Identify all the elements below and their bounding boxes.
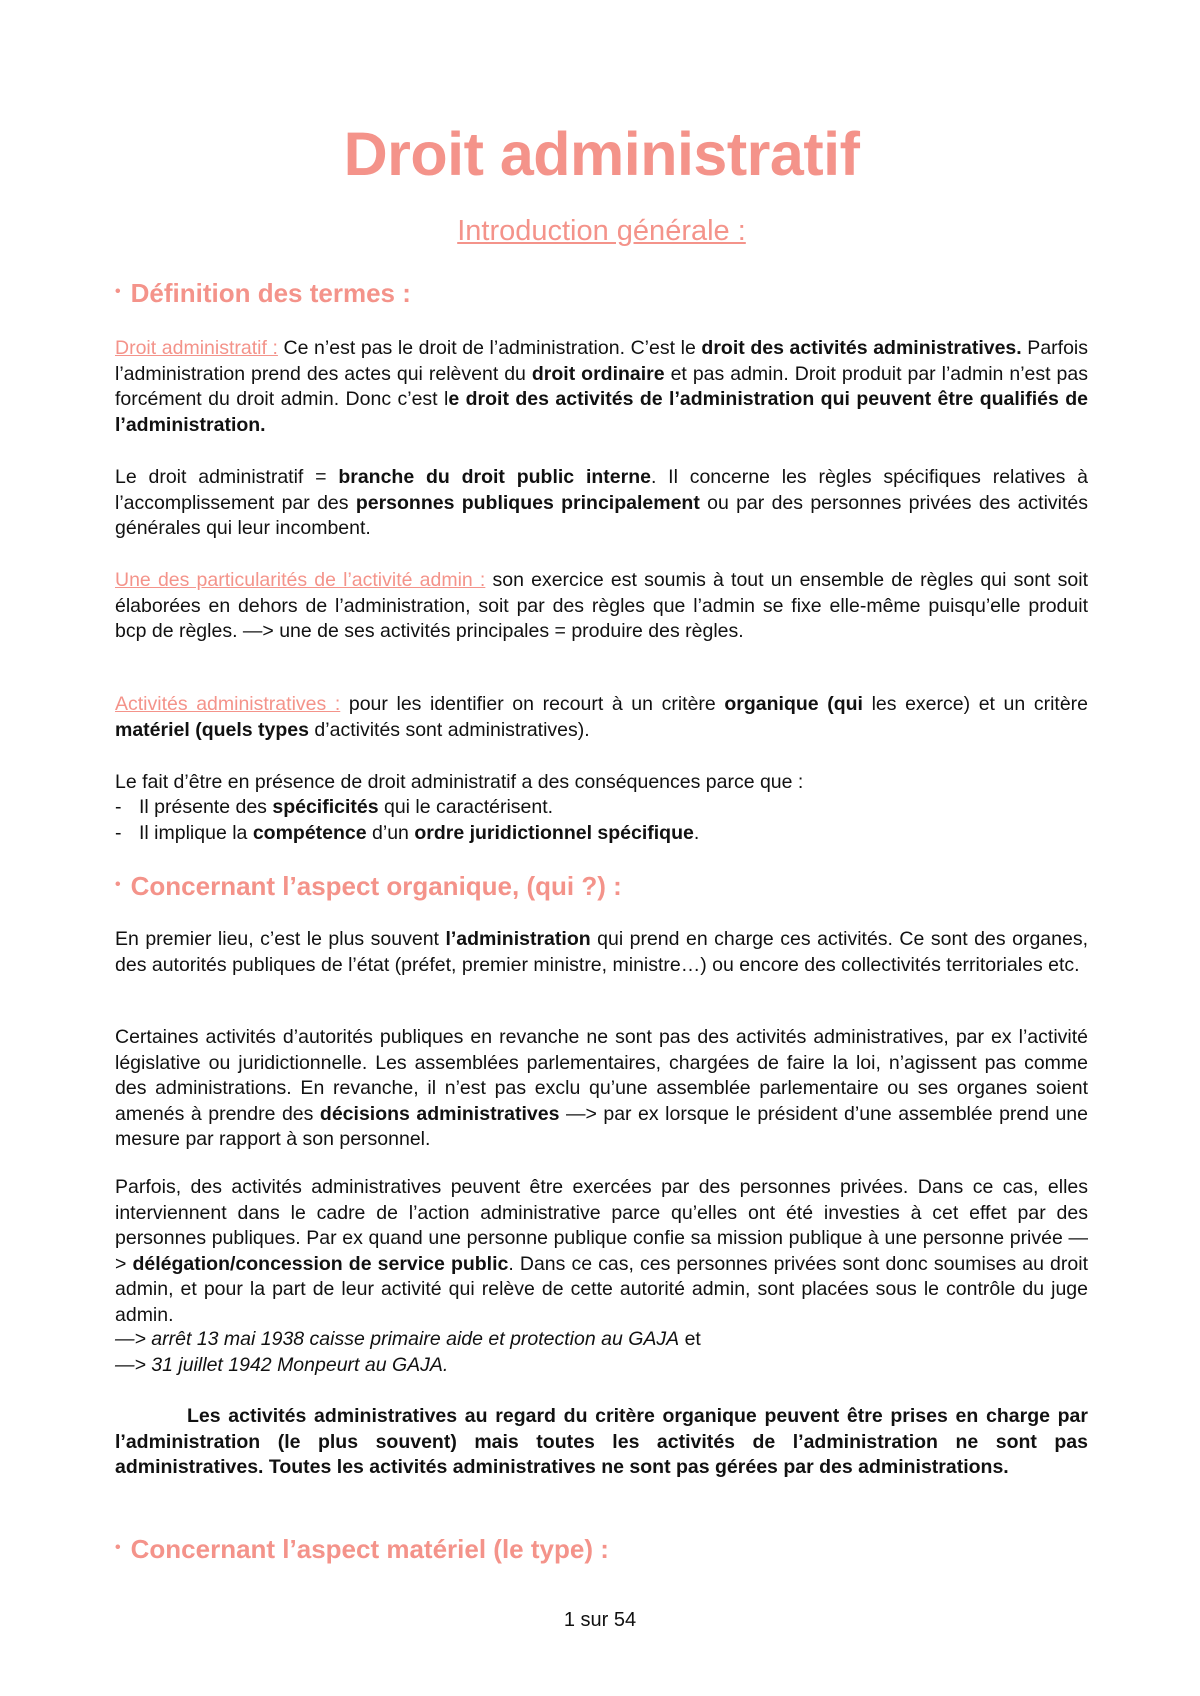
heading-text: Concernant l’aspect organique, (qui ?) : [130,871,622,901]
dash-bullet: - [115,822,122,844]
section-heading-organique [115,869,622,905]
document-subtitle: Introduction générale : [457,215,746,247]
paragraph-personnes-privees: Parfois, des activités administratives peuvent être exercées par des personnes privées. Dans ce cas, elles interviennent dans le cadre de l’action administrative parce qu’elles ont été investies à cet effet par des personnes publiques. Par ex quand une personne publique confie sa mission publique à une personne privée —> délégation/concession de service public. Dans ce cas, ces personnes privées sont donc soumises au droit admin, et pour la part de leur activité qui relève de cette autorité admin, sont placées sous le contrôle du juge admin. [115,1176,1088,1326]
paragraph-activites-administratives: Activités administratives : pour les identifier on recourt à un critère organique (qui les exerce) et un critère matériel (quels types d’activités sont administratives). [115,693,1089,741]
bullet-icon: • [115,1539,121,1557]
paragraph-summary: Les activités administratives au regard du critère organique peuvent être prises en charge par l’administration (le plus souvent) mais toutes les activités de l’administration ne sont pas administratives. Toutes les activités administratives ne sont pas gérées par des administrations. [115,1405,1088,1478]
term-label: Une des particularités de l’activité admin : [115,569,486,591]
heading-text: Concernant l’aspect matériel (le type) : [130,1534,609,1564]
paragraph-premier-lieu: En premier lieu, c’est le plus souvent l’administration qui prend en charge ces activités. Ce sont des organes, des autorités publiques de l’état (préfet, premier ministre, ministre…) ou encore des collectivités territoriales etc. [115,928,1088,976]
section-heading-definitions [115,276,411,312]
term-label: Droit administratif : [115,337,278,359]
document-title: Droit administratif [343,120,860,188]
paragraph-particularites: Une des particularités de l’activité admin : son exercice est soumis à tout un ensemble de règles qui sont soit élaborées en dehors de l’administration, soit par des règles que l’admin se fixe elle-même puisqu’elle produit bcp de règles. —> une de ses activités principales = produire des règles. [115,569,1088,642]
paragraph-droit-administratif: Droit administratif : Ce n’est pas le droit de l’administration. C’est le droit des activités administratives. Parfois l’administration prend des actes qui relèvent du droit ordinaire et pas admin. Droit produit par l’admin n’est pas forcément du droit admin. Donc c’est le droit des activités de l’administration qui peuvent être qualifiés de l’administration. [115,337,1088,436]
page-number: 1 sur 54 [563,1609,637,1631]
reference-line: —> arrêt 13 mai 1938 caisse primaire aide et protection au GAJA et [115,1328,701,1350]
bullet-icon: • [115,876,121,894]
heading-text: Définition des termes : [130,278,411,308]
term-label: Activités administratives : [115,693,341,715]
paragraph-autorites-publiques: Certaines activités d’autorités publiques en revanche ne sont pas des activités administratives, par ex l’activité législative ou juridictionnelle. Les assemblées parlementaires, chargées de faire la loi, n’agissent pas comme des administrations. En revanche, il n’est pas exclu qu’une assemblée parlementaire ou ses organes soient amenés à prendre des décisions administratives —> par ex lorsque le président d’une assemblée prend une mesure par rapport à son personnel. [115,1026,1088,1150]
bullet-icon: • [115,283,121,301]
reference-line: —> 31 juillet 1942 Monpeurt au GAJA. [115,1354,449,1376]
section-heading-materiel [115,1532,609,1568]
dash-bullet: - [115,796,122,818]
list-item: - Il présente des spécificités qui le caractérisent. [115,795,1088,821]
paragraph-consequences-intro: Le fait d’être en présence de droit administratif a des conséquences parce que : [115,771,804,793]
paragraph-branche: Le droit administratif = branche du droit public interne. Il concerne les règles spécifiques relatives à l’accomplissement par des personnes publiques principalement ou par des personnes privées des activités générales qui leur incombent. [115,466,1089,539]
list-item: - Il implique la compétence d’un ordre juridictionnel spécifique. [115,821,1088,847]
